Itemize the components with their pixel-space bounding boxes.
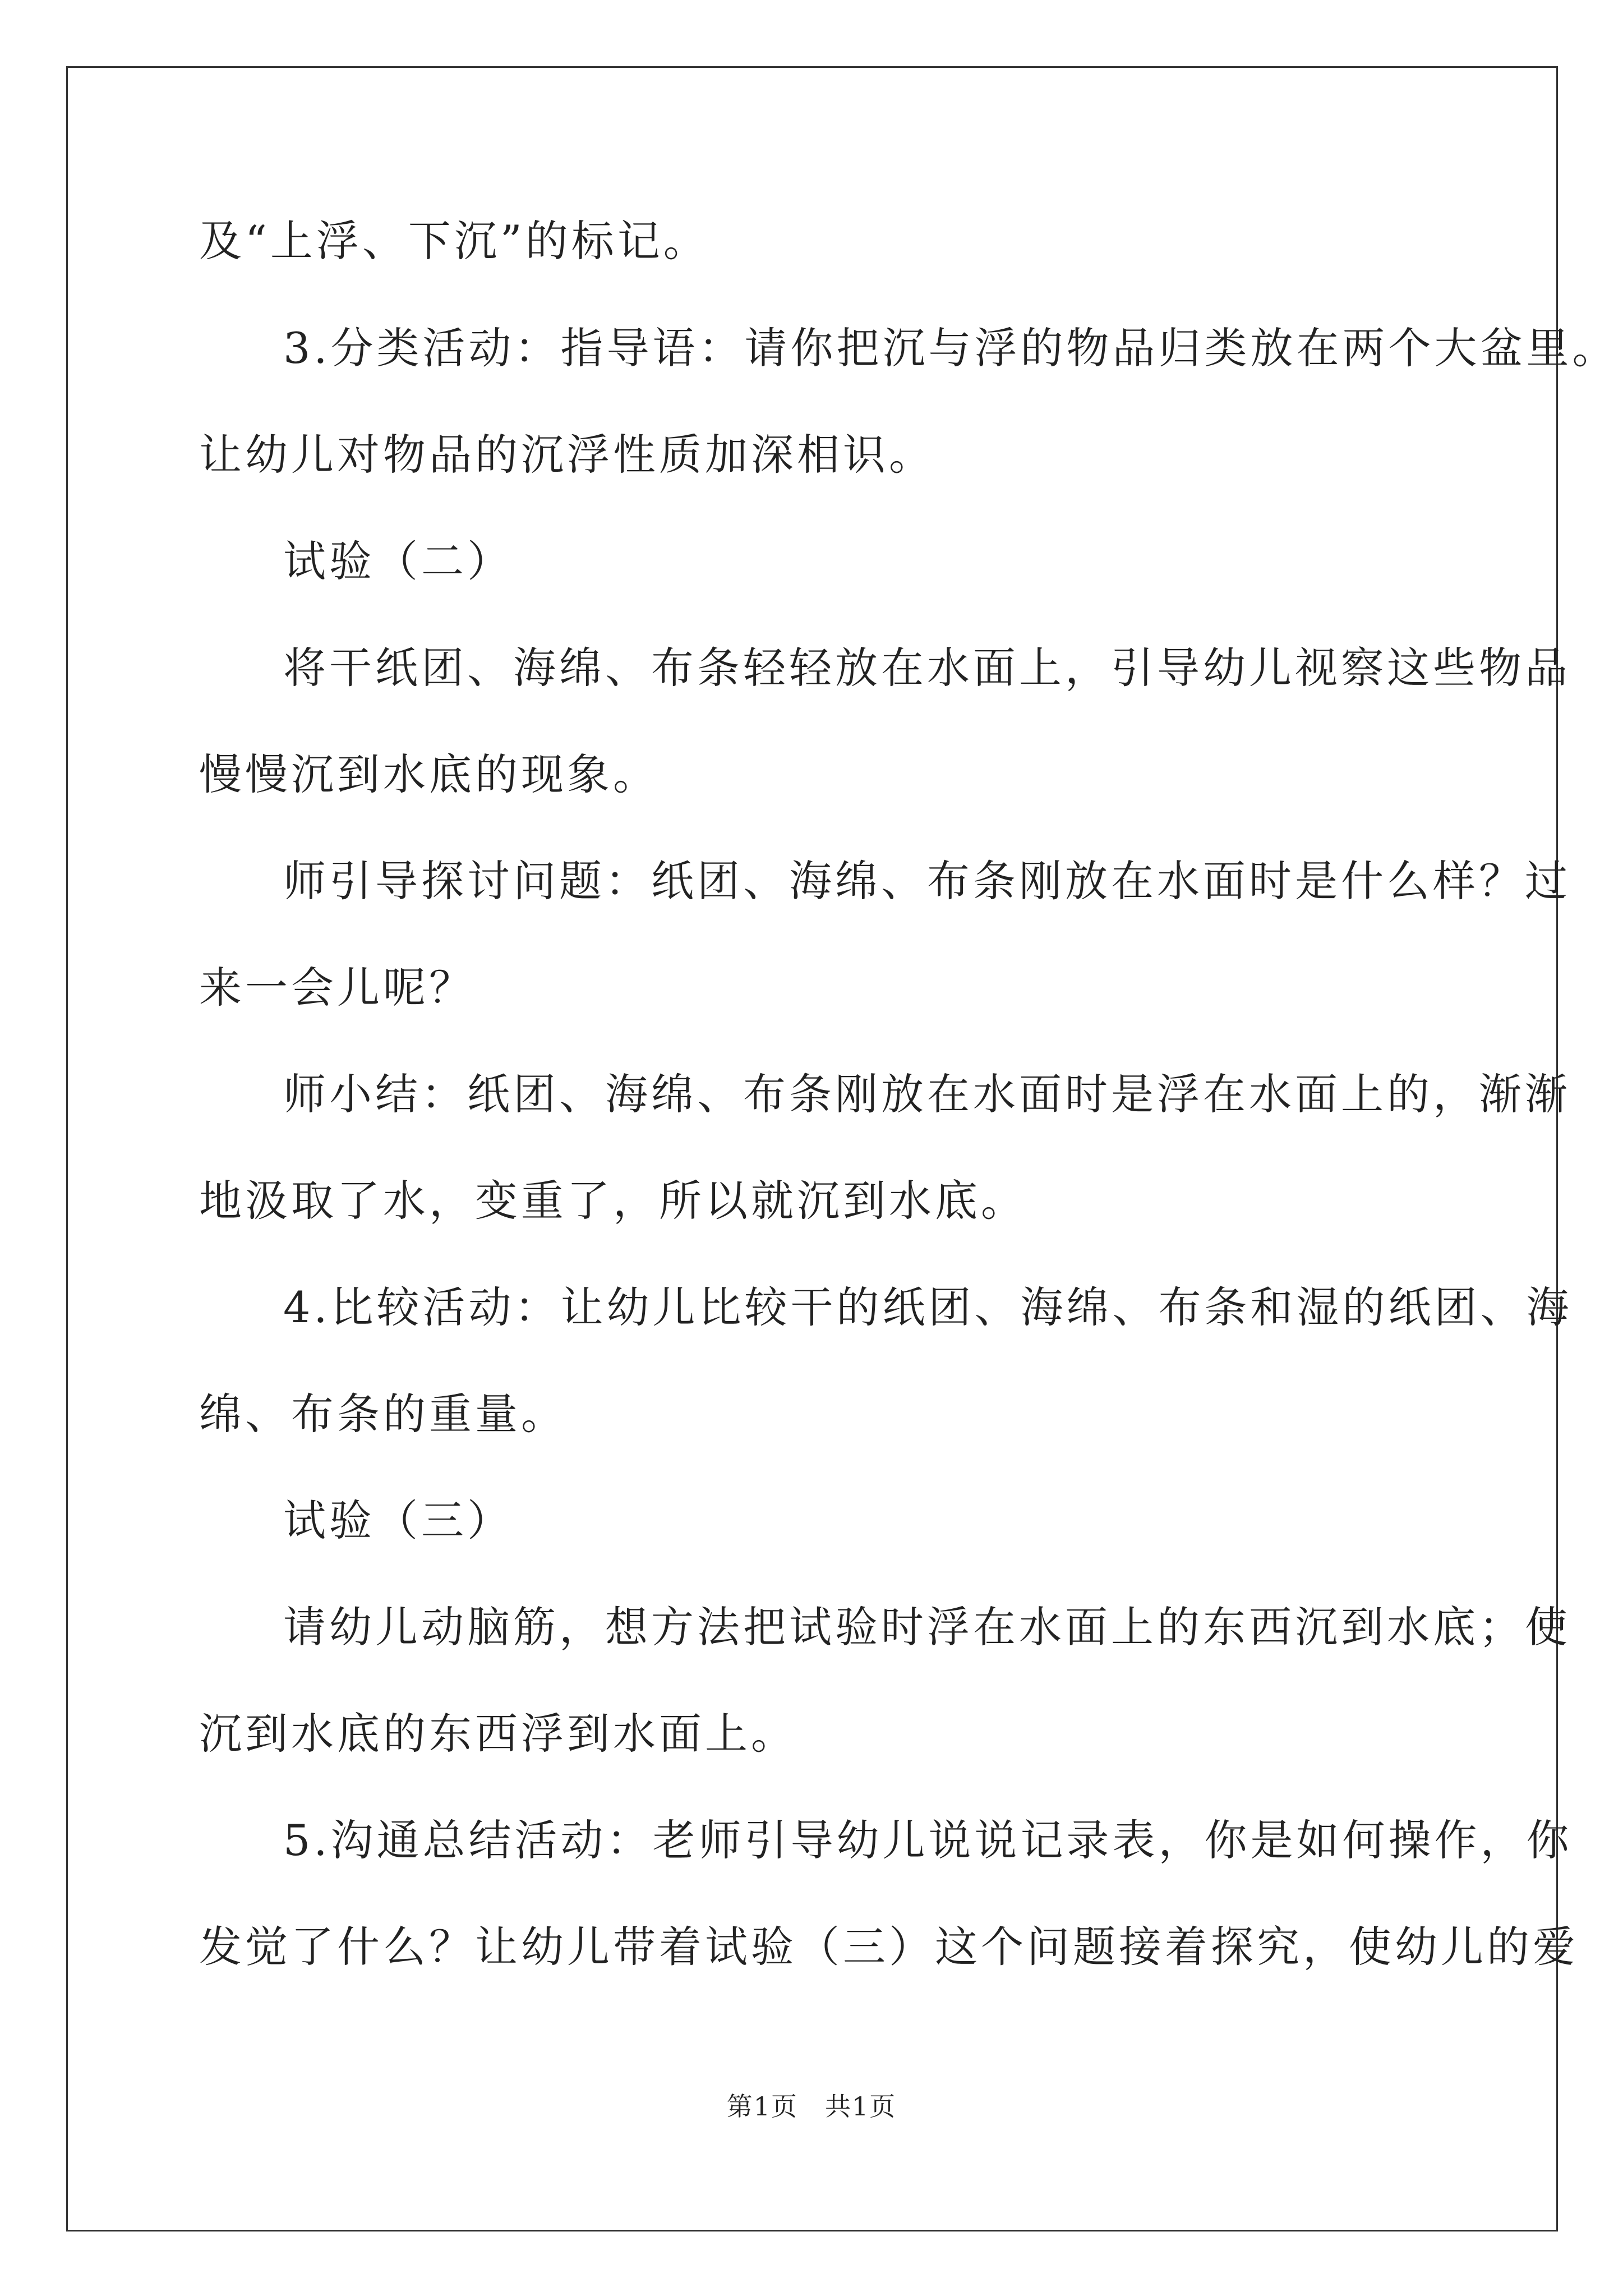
text-line: 让幼儿对物品的沉浮性质加深相识。	[199, 430, 935, 480]
text-line: 来一会儿呢？	[199, 963, 475, 1013]
text-line: 绵、布条的重量。	[199, 1389, 567, 1439]
text-line: 请幼儿动脑筋，想方法把试验时浮在水面上的东西沉到水底；使	[283, 1602, 1571, 1652]
text-line: 地汲取了水，变重了，所以就沉到水底。	[199, 1176, 1027, 1226]
text-line: 慢慢沉到水底的现象。	[199, 749, 659, 799]
text-line: 师小结：纸团、海绵、布条刚放在水面时是浮在水面上的，渐渐	[283, 1069, 1571, 1119]
text-line: 5.沟通总结活动：老师引导幼儿说说记录表，你是如何操作，你	[283, 1815, 1573, 1865]
text-line: 沉到水底的东西浮到水面上。	[199, 1709, 797, 1759]
section-heading: 试验（二）	[283, 536, 513, 586]
text-line: 师引导探讨问题：纸团、海绵、布条刚放在水面时是什么样？过	[283, 856, 1571, 906]
text-line: 3.分类活动：指导语：请你把沉与浮的物品归类放在两个大盆里。	[283, 323, 1619, 373]
section-heading: 试验（三）	[283, 1496, 513, 1545]
text-line: 将干纸团、海绵、布条轻轻放在水面上，引导幼儿视察这些物品	[283, 643, 1571, 693]
text-line: 发觉了什么？让幼儿带着试验（三）这个问题接着探究，使幼儿的爱	[199, 1922, 1579, 1972]
text-line: 及“上浮、下沉”的标记。	[199, 216, 709, 266]
text-line: 4.比较活动：让幼儿比较干的纸团、海绵、布条和湿的纸团、海	[283, 1282, 1573, 1332]
page-border	[66, 66, 1558, 2231]
page-footer: 第1页 共1页	[726, 2091, 897, 2122]
